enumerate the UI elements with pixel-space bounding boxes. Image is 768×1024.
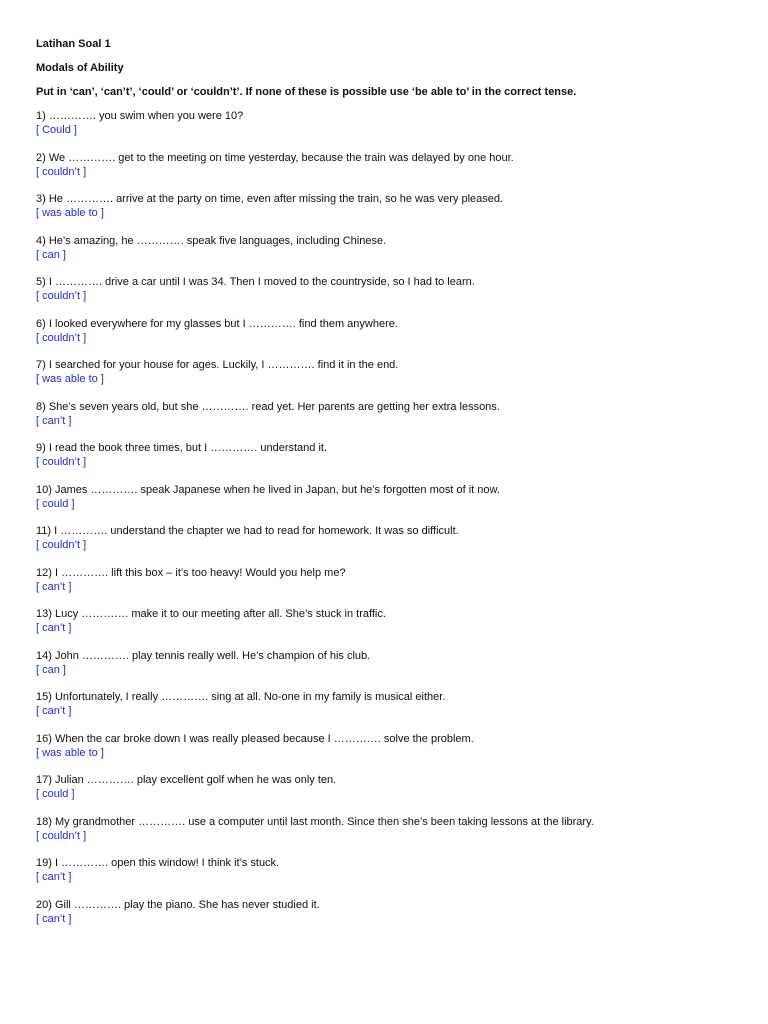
question-text: 12) I …………. lift this box – it’s too heavy! Would you help me? xyxy=(36,566,346,579)
question-item xyxy=(36,774,736,816)
question-item xyxy=(36,691,736,733)
question-item xyxy=(36,110,736,152)
document-subtitle: Modals of Ability xyxy=(36,62,124,74)
question-text: 7) I searched for your house for ages. Luckily, I …………. find it in the end. xyxy=(36,359,399,371)
question-text: 19) I …………. open this window! I think it’s stuck. xyxy=(36,857,280,869)
document-header xyxy=(36,37,736,99)
question-item xyxy=(36,650,736,692)
answer-text: [ was able to ] xyxy=(36,746,104,759)
question-item xyxy=(36,525,736,567)
question-item xyxy=(36,484,736,526)
question-text: 9) I read the book three times, but I …………. understand it. xyxy=(36,442,328,454)
answer-text: [ could ] xyxy=(36,788,75,800)
question-list xyxy=(36,110,736,940)
answer-text: [ can’t ] xyxy=(36,871,72,883)
answer-text: [ can’t ] xyxy=(36,622,72,634)
question-text: 11) I …………. understand the chapter we had to read for homework. It was so difficult. xyxy=(36,525,459,537)
question-text: 15) Unfortunately, I really …………. sing at all. No-one in my family is musical either. xyxy=(36,691,446,703)
question-text: 2) We …………. get to the meeting on time yesterday, because the train was delayed by one hour. xyxy=(36,151,514,164)
question-text: 6) I looked everywhere for my glasses but I …………. find them anywhere. xyxy=(36,317,398,330)
answer-text: [ couldn’t ] xyxy=(36,331,87,344)
question-item xyxy=(36,401,736,443)
document-title: Latihan Soal 1 xyxy=(36,38,111,50)
question-item xyxy=(36,899,736,941)
answer-text: [ can’t ] xyxy=(36,912,72,925)
answer-text: [ was able to ] xyxy=(36,373,104,385)
question-item xyxy=(36,152,736,194)
question-item xyxy=(36,318,736,360)
question-item xyxy=(36,733,736,775)
answer-text: [ was able to ] xyxy=(36,207,104,219)
answer-text: [ can’t ] xyxy=(36,705,72,717)
question-text: 4) He’s amazing, he …………. speak five languages, including Chinese. xyxy=(36,234,387,247)
answer-text: [ couldn’t ] xyxy=(36,829,87,842)
question-item xyxy=(36,567,736,609)
question-text: 3) He …………. arrive at the party on time, even after missing the train, so he was very pleased. xyxy=(36,193,504,205)
question-text: 5) I …………. drive a car until I was 34. Then I moved to the countryside, so I had to learn. xyxy=(36,276,475,288)
answer-text: [ Could ] xyxy=(36,124,77,136)
answer-text: [ couldn’t ] xyxy=(36,456,87,468)
answer-text: [ can’t ] xyxy=(36,580,72,593)
question-text: 17) Julian …………. play excellent golf when he was only ten. xyxy=(36,774,337,786)
answer-text: [ couldn’t ] xyxy=(36,290,87,302)
answer-text: [ could ] xyxy=(36,497,75,510)
instruction-text: Put in ‘can’, ‘can’t’, ‘could’ or ‘couldn’t’. If none of these is possible use ‘be able to’ in the correct tense. xyxy=(36,86,577,98)
question-text: 20) Gill …………. play the piano. She has never studied it. xyxy=(36,898,320,911)
question-item xyxy=(36,608,736,650)
answer-text: [ can ] xyxy=(36,248,66,261)
question-text: 1) …………. you swim when you were 10? xyxy=(36,110,244,122)
answer-text: [ couldn’t ] xyxy=(36,165,87,178)
question-item xyxy=(36,857,736,899)
question-item xyxy=(36,816,736,858)
question-item xyxy=(36,442,736,484)
question-item xyxy=(36,276,736,318)
answer-text: [ can’t ] xyxy=(36,414,72,427)
question-text: 8) She’s seven years old, but she …………. read yet. Her parents are getting her extra lessons. xyxy=(36,400,500,413)
question-item xyxy=(36,193,736,235)
answer-text: [ couldn’t ] xyxy=(36,539,87,551)
question-item xyxy=(36,359,736,401)
question-text: 10) James …………. speak Japanese when he lived in Japan, but he’s forgotten most of it now. xyxy=(36,483,500,496)
question-item xyxy=(36,235,736,277)
question-text: 14) John …………. play tennis really well. He’s champion of his club. xyxy=(36,649,371,662)
question-text: 18) My grandmother …………. use a computer until last month. Since then she’s been taking lessons at the library. xyxy=(36,815,594,828)
question-text: 13) Lucy …………. make it to our meeting after all. She’s stuck in traffic. xyxy=(36,608,386,620)
question-text: 16) When the car broke down I was really pleased because I …………. solve the problem. xyxy=(36,732,474,745)
answer-text: [ can ] xyxy=(36,663,66,676)
